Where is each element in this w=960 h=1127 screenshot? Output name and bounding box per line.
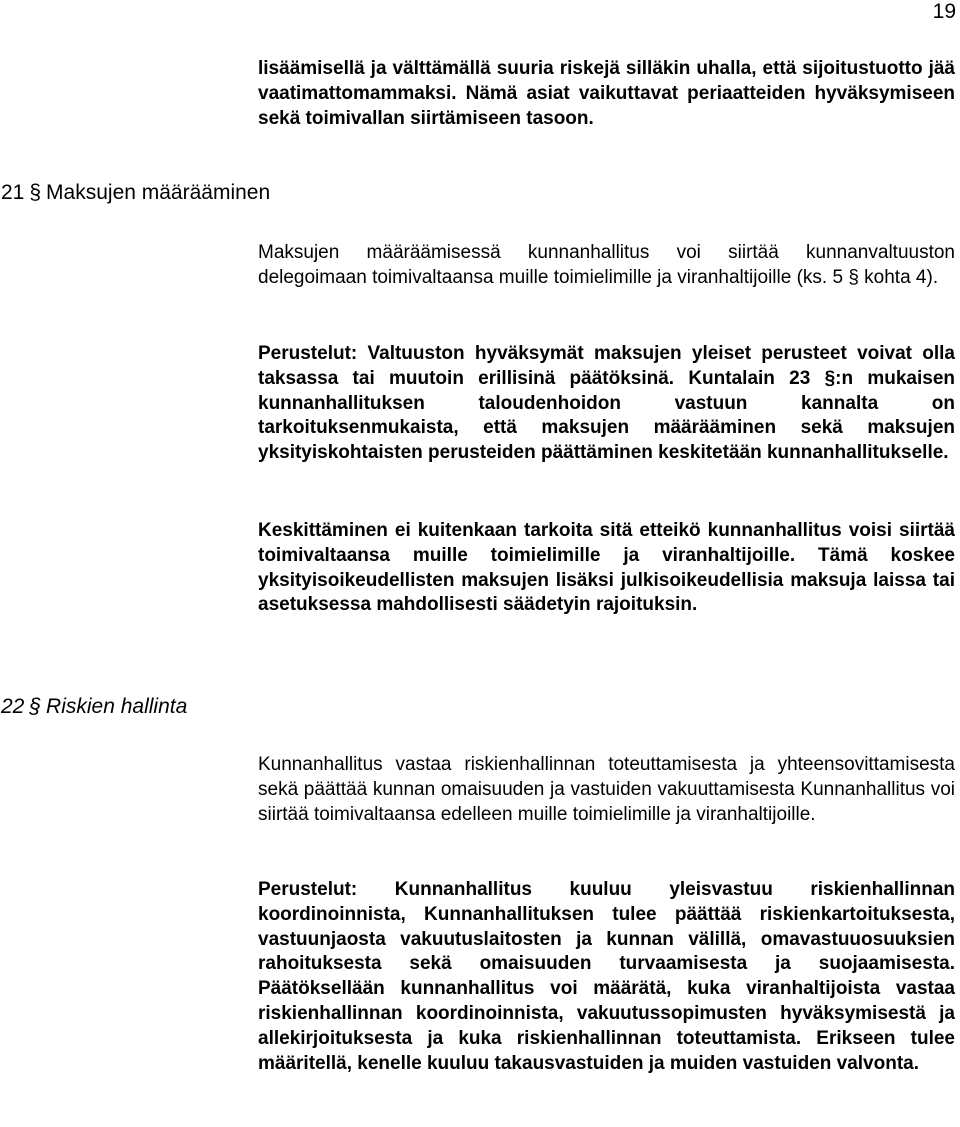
section-22-paragraph-2: Perustelut: Kunnanhallitus kuuluu yleisvastuu riskienhallinnan koordinoinnista, Kunnanhallituksen tulee päättää riskienkartoituksesta, vastuunjaosta vakuutuslaitosten ja kunnan välillä, omavastuuosuuksien rahoituksesta sekä omaisuuden turvaamisesta ja suojaamisesta. Päätöksellään kunnanhallitus voi määrätä, kuka viranhaltijoista vastaa riskienhallinnan koordinoinnista, vakuutussopimusten hyväksymisestä ja allekirjoituksesta ja kuka riskienhallinnan toteuttamista. Erikseen tulee määritellä, kenelle kuuluu takausvastuiden ja muiden vastuiden valvonta.	[258, 879, 955, 1074]
section-21-title: Maksujen määrääminen	[46, 181, 271, 204]
section-symbol: §	[29, 181, 42, 204]
section-symbol: §	[848, 266, 859, 288]
paragraph-text: :n mukaisen kunnanhallituksen taloudenhoidon vastuun kannalta on tarkoituksenmukaista, että maksujen määrääminen sekä maksujen yksityiskohtaisten perusteiden päättäminen keskitetään kunnanhallitukselle.	[258, 367, 955, 464]
paragraph-text: Maksujen määräämisessä kunnanhallitus voi siirtää kunnanvaltuuston delegoimaan toimivaltaansa muille toimielimille ja viranhaltijoille (ks. 5	[258, 242, 955, 288]
section-21-paragraph-1	[258, 241, 955, 291]
paragraph-text: kohta 4).	[864, 266, 939, 288]
section-22-heading	[1, 694, 187, 720]
section-21-heading	[1, 180, 270, 206]
section-symbol: §	[824, 367, 836, 389]
section-symbol: §	[29, 695, 42, 718]
page-number: 19	[932, 0, 956, 23]
section-22-title: Riskien hallinta	[46, 695, 188, 718]
section-21-paragraph-2	[258, 342, 955, 466]
intro-paragraph: lisäämisellä ja välttämällä suuria riskejä silläkin uhalla, että sijoitustuotto jää vaatimattomammaksi. Nämä asiat vaikuttavat periaatteiden hyväksymiseen sekä toimivallan siirtämiseen tasoon.	[258, 58, 955, 129]
section-22-number: 22	[1, 695, 25, 718]
paragraph-text: Perustelut: Valtuuston hyväksymät maksujen yleiset perusteet voivat olla taksassa tai muutoin erillisinä päätöksinä. Kuntalain 23	[258, 343, 955, 389]
section-21-number: 21	[1, 181, 25, 204]
section-22-paragraph-1: Kunnanhallitus vastaa riskienhallinnan toteuttamisesta ja yhteensovittamisesta sekä päättää kunnan omaisuuden ja vastuiden vakuuttamisesta Kunnanhallitus voi siirtää toimivaltaansa edelleen muille toimielimille ja viranhaltijoille.	[258, 754, 955, 825]
section-21-paragraph-3: Keskittäminen ei kuitenkaan tarkoita sitä etteikö kunnanhallitus voisi siirtää toimivaltaansa muille toimielimille ja viranhaltijoille. Tämä koskee yksityisoikeudellisten maksujen lisäksi julkisoikeudellisia maksuja laissa tai asetuksessa mahdollisesti säädetyin rajoituksin.	[258, 520, 955, 616]
